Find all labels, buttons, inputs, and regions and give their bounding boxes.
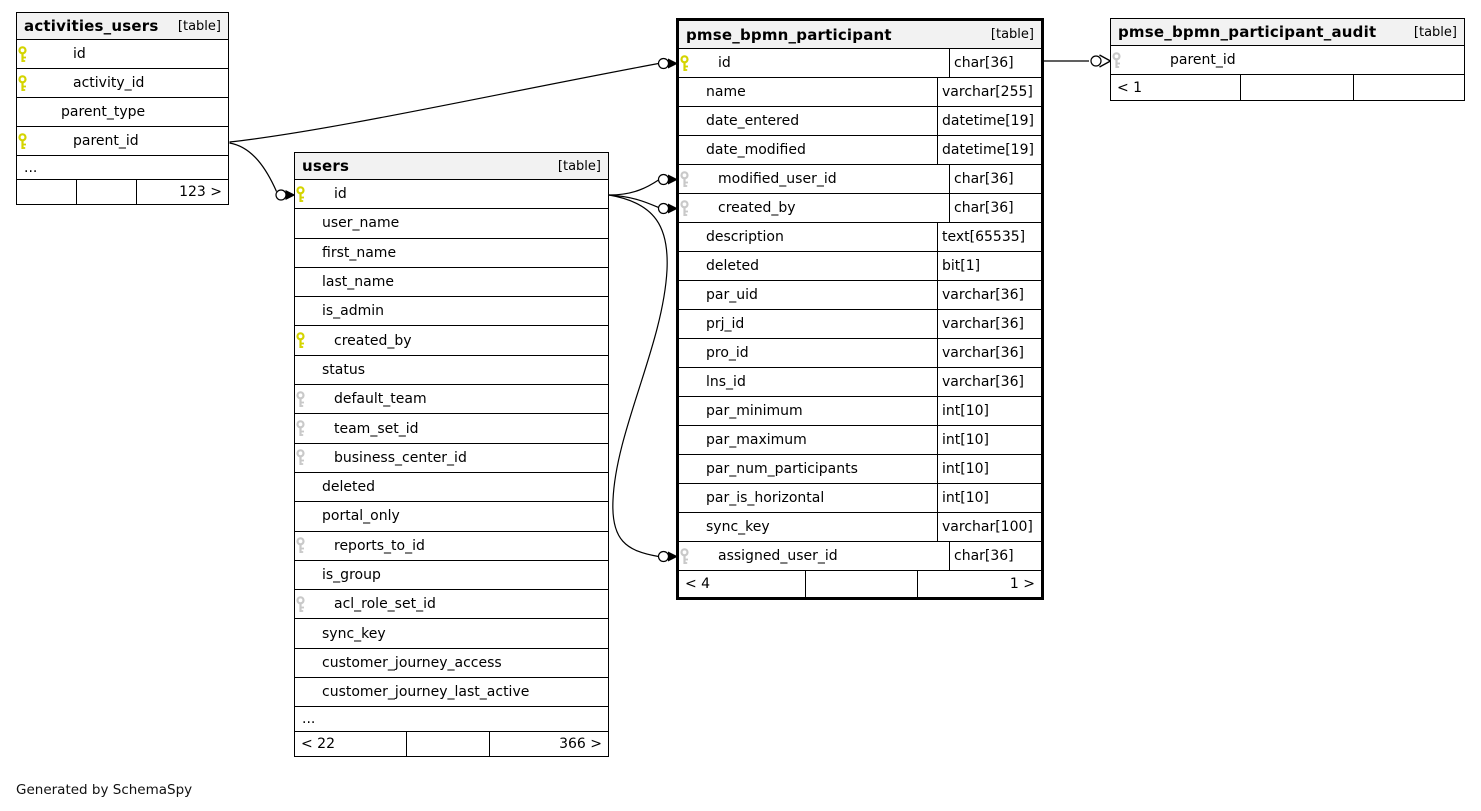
foreign-key-icon [295, 596, 307, 613]
table-pmse_bpmn_participant [676, 18, 1044, 600]
column-row-modified_user_id[interactable] [679, 165, 1041, 194]
table-tag: [table] [1413, 24, 1457, 40]
column-name: sync_key [322, 625, 386, 642]
fk-edge-users.id-to-pmse_bpmn_participant.assigned_user_id [609, 195, 678, 562]
column-row-deleted[interactable] [679, 252, 1041, 281]
column-row-team_set_id[interactable] [295, 414, 608, 443]
column-row-activity_id[interactable] [17, 69, 228, 98]
column-name: business_center_id [334, 449, 467, 466]
column-row-is_group[interactable] [295, 561, 608, 590]
column-name: parent_type [61, 104, 146, 120]
column-row-name[interactable] [679, 78, 1041, 107]
table-footer-pmse_bpmn_participant [679, 571, 1041, 597]
table-footer-users [295, 732, 608, 756]
column-row-portal_only[interactable] [295, 502, 608, 531]
column-name: lns_id [706, 374, 746, 390]
column-name: user_name [322, 215, 400, 232]
footer-right-count [1353, 75, 1464, 100]
column-row-acl_role_set_id[interactable] [295, 590, 608, 619]
column-name: status [322, 361, 366, 378]
column-row-id[interactable] [17, 40, 228, 69]
column-type: varchar[36] [937, 310, 1041, 338]
column-row-prj_id[interactable] [679, 310, 1041, 339]
column-type: char[36] [949, 194, 1041, 222]
column-name: acl_role_set_id [334, 596, 436, 613]
hidden-columns-ellipsis: ... [295, 707, 608, 732]
fk-edge-pmse_bpmn_participant.id-to-pmse_bpmn_participant_audit.parent_id [1044, 55, 1111, 67]
column-row-last_name[interactable] [295, 268, 608, 297]
table-tag: [table] [557, 158, 601, 174]
column-name: par_is_horizontal [706, 490, 825, 506]
foreign-key-icon [679, 200, 691, 217]
column-row-sync_key[interactable] [679, 513, 1041, 542]
column-type: varchar[36] [937, 281, 1041, 309]
column-name: name [706, 84, 746, 100]
column-name: team_set_id [334, 420, 419, 437]
footer-center-count [1240, 75, 1353, 100]
footer-left-count: < 1 [1117, 79, 1143, 96]
column-row-reports_to_id[interactable] [295, 532, 608, 561]
table-tag: [table] [177, 18, 221, 34]
column-row-par_maximum[interactable] [679, 426, 1041, 455]
fk-edge-activities_users.parent_id-to-pmse_bpmn_participant.id [230, 59, 679, 143]
column-name: par_maximum [706, 432, 807, 448]
primary-key-icon [679, 55, 691, 72]
column-type: text[65535] [937, 223, 1041, 251]
column-type: datetime[19] [937, 107, 1041, 135]
column-name: par_uid [706, 287, 758, 303]
column-row-first_name[interactable] [295, 239, 608, 268]
foreign-key-icon [1111, 52, 1123, 69]
column-name: customer_journey_access [322, 654, 502, 671]
foreign-key-icon [295, 420, 307, 437]
column-name: created_by [718, 200, 796, 216]
foreign-key-icon [295, 391, 307, 408]
column-row-date_entered[interactable] [679, 107, 1041, 136]
column-name: default_team [334, 391, 427, 408]
column-type: char[36] [949, 49, 1041, 77]
column-name: sync_key [706, 519, 770, 535]
column-type: int[10] [937, 484, 1041, 512]
column-row-par_num_participants[interactable] [679, 455, 1041, 484]
column-name: modified_user_id [718, 171, 837, 187]
column-row-id[interactable] [679, 49, 1041, 78]
column-type: datetime[19] [937, 136, 1041, 164]
column-row-customer_journey_last_active[interactable] [295, 678, 608, 707]
column-name: id [334, 186, 347, 203]
column-type: char[36] [949, 165, 1041, 193]
footer-left-count [17, 180, 76, 204]
column-row-date_modified[interactable] [679, 136, 1041, 165]
foreign-key-icon [295, 449, 307, 466]
column-name: is_admin [322, 303, 385, 320]
table-header-activities_users[interactable] [17, 13, 228, 40]
primary-key-icon [295, 332, 307, 349]
column-name: parent_id [73, 133, 139, 149]
column-row-default_team[interactable] [295, 385, 608, 414]
column-name: par_minimum [706, 403, 803, 419]
column-row-description[interactable] [679, 223, 1041, 252]
column-name: parent_id [1170, 52, 1236, 68]
column-row-sync_key[interactable] [295, 619, 608, 648]
foreign-key-icon [679, 171, 691, 188]
column-type: varchar[100] [937, 513, 1041, 541]
footer-center-count [805, 571, 917, 597]
column-name: is_group [322, 567, 381, 583]
column-type: int[10] [937, 455, 1041, 483]
column-type: int[10] [937, 397, 1041, 425]
column-name: assigned_user_id [718, 548, 838, 564]
footer-right-count: 1 > [917, 571, 1041, 597]
column-row-deleted[interactable] [295, 473, 608, 502]
column-type: varchar[255] [937, 78, 1041, 106]
column-name: description [706, 229, 784, 245]
footer-right-count: 366 > [489, 732, 608, 756]
primary-key-icon [17, 75, 29, 92]
column-row-par_is_horizontal[interactable] [679, 484, 1041, 513]
column-name: par_num_participants [706, 461, 858, 477]
column-type: varchar[36] [937, 339, 1041, 367]
column-row-par_uid[interactable] [679, 281, 1041, 310]
column-name: id [718, 55, 731, 71]
footer-center-count [76, 180, 136, 204]
primary-key-icon [17, 46, 29, 63]
column-name: portal_only [322, 508, 400, 525]
column-row-parent_type[interactable] [17, 98, 228, 127]
table-users [294, 152, 609, 757]
table-tag: [table] [990, 27, 1034, 42]
column-row-business_center_id[interactable] [295, 444, 608, 473]
primary-key-icon [295, 186, 307, 203]
table-header-pmse_bpmn_participant[interactable] [679, 21, 1041, 49]
column-type: varchar[36] [937, 368, 1041, 396]
column-row-created_by[interactable] [679, 194, 1041, 223]
column-name: deleted [322, 479, 375, 496]
column-row-status[interactable] [295, 356, 608, 385]
column-row-id[interactable] [295, 180, 608, 209]
fk-edge-activities_users.parent_id-to-users.id [230, 143, 296, 200]
column-name: id [73, 46, 86, 62]
column-name: date_entered [706, 113, 800, 129]
table-header-pmse_bpmn_participant_audit[interactable] [1111, 19, 1464, 46]
column-row-assigned_user_id[interactable] [679, 542, 1041, 571]
table-name: pmse_bpmn_participant_audit [1118, 23, 1377, 41]
hidden-columns-ellipsis: ... [17, 156, 228, 180]
table-name: pmse_bpmn_participant [686, 25, 892, 44]
column-row-created_by[interactable] [295, 326, 608, 355]
column-row-user_name[interactable] [295, 209, 608, 238]
table-name: users [302, 157, 350, 175]
column-name: date_modified [706, 142, 806, 158]
column-name: prj_id [706, 316, 745, 332]
column-type: bit[1] [937, 252, 1041, 280]
foreign-key-icon [295, 537, 307, 554]
table-footer-activities_users [17, 180, 228, 204]
footer-left-count: < 4 [685, 576, 711, 592]
column-name: deleted [706, 258, 759, 274]
column-name: last_name [322, 274, 394, 291]
primary-key-icon [17, 133, 29, 150]
column-row-customer_journey_access[interactable] [295, 649, 608, 678]
column-name: created_by [334, 332, 412, 349]
table-footer-pmse_bpmn_participant_audit [1111, 75, 1464, 100]
column-row-parent_id[interactable] [17, 127, 228, 156]
column-type: int[10] [937, 426, 1041, 454]
table-activities_users [16, 12, 229, 205]
column-name: pro_id [706, 345, 749, 361]
column-row-parent_id[interactable] [1111, 46, 1464, 75]
fk-edge-users.id-to-pmse_bpmn_participant.modified_user_id [609, 175, 678, 196]
footer-left-count: < 22 [301, 736, 335, 753]
table-pmse_bpmn_participant_audit [1110, 18, 1465, 101]
column-row-lns_id[interactable] [679, 368, 1041, 397]
foreign-key-icon [679, 548, 691, 565]
column-name: activity_id [73, 75, 145, 91]
footer-right-count: 123 > [136, 180, 228, 204]
column-row-pro_id[interactable] [679, 339, 1041, 368]
column-row-is_admin[interactable] [295, 297, 608, 326]
footer-center-count [406, 732, 489, 756]
table-name: activities_users [24, 17, 159, 35]
column-name: first_name [322, 244, 397, 261]
column-type: char[36] [949, 542, 1041, 570]
column-name: customer_journey_last_active [322, 684, 530, 701]
generated-by-note: Generated by SchemaSpy [16, 782, 193, 798]
column-row-par_minimum[interactable] [679, 397, 1041, 426]
column-name: reports_to_id [334, 537, 425, 554]
table-header-users[interactable] [295, 153, 608, 180]
